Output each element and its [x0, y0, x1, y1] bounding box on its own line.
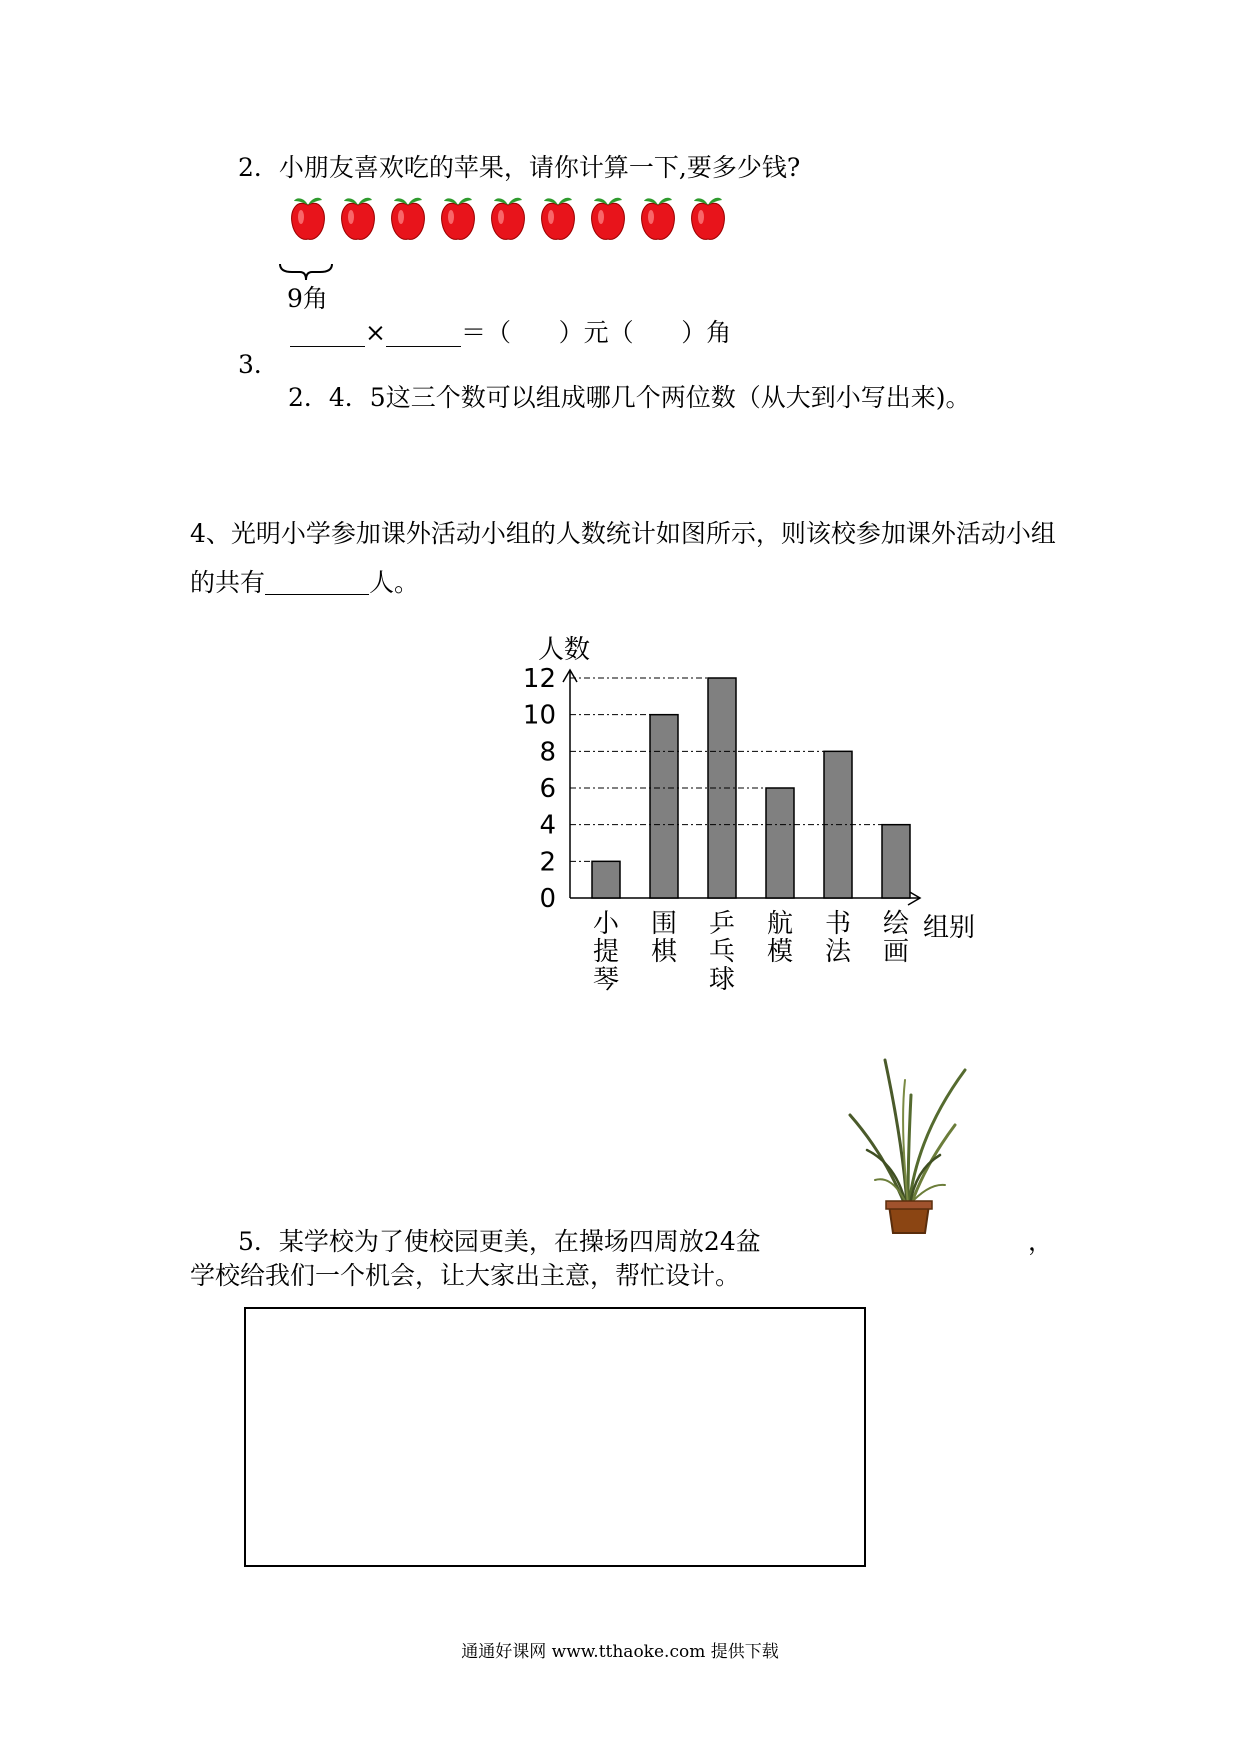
category-label: 乒乓球 [708, 909, 736, 995]
brace-icon [278, 262, 334, 284]
answer-blank [265, 572, 369, 595]
q3-text: 2．4．5这三个数可以组成哪几个两位数（从大到小写出来)。 [288, 383, 971, 412]
apple-icon [292, 198, 325, 240]
apple-shine [698, 210, 704, 224]
apple-icon [492, 198, 525, 240]
apple-shine [348, 210, 354, 224]
apple-shine [498, 210, 504, 224]
apple-body [692, 203, 725, 239]
x-axis-title: 组别 [923, 913, 976, 943]
apple-body [392, 203, 425, 239]
y-tick-label: 12 [522, 664, 556, 694]
category-label: 围棋 [650, 909, 678, 967]
q5-line1-end: ， [1028, 1227, 1054, 1256]
y-tick-label: 2 [539, 847, 556, 878]
apple-icon [542, 198, 575, 240]
category-label: 航模 [766, 909, 794, 967]
apple-body [492, 203, 525, 239]
apple-shine [598, 210, 604, 224]
y-tick-label: 0 [539, 884, 556, 914]
bar [766, 788, 794, 898]
q2-equation: ______×______＝（ ）元（ ）角 [290, 318, 732, 347]
category-label: 小提琴 [592, 909, 620, 995]
answer-drawing-box[interactable] [244, 1307, 866, 1567]
q4-line2-prefix: 的共有 [190, 568, 266, 597]
apple-icon [392, 198, 425, 240]
apple-shine [548, 210, 554, 224]
apple-body [342, 203, 375, 239]
apple-icon [592, 198, 625, 240]
apple-icon [442, 198, 475, 240]
y-axis-title: 人数 [537, 635, 591, 665]
y-tick-label: 4 [539, 810, 556, 841]
footer-credit: 通通好课网 www.tthaoke.com 提供下载 [461, 1642, 779, 1662]
bar [882, 825, 910, 898]
apple-shine [648, 210, 654, 224]
y-tick-label: 10 [522, 700, 556, 731]
apple-body [642, 203, 675, 239]
apple-icon [342, 198, 375, 240]
brace-label: 9角 [287, 284, 328, 313]
q5-line1-start: 5．某学校为了使校园更美，在操场四周放24盆 [238, 1227, 761, 1256]
q3-number: 3． [238, 350, 279, 379]
q5-line2: 学校给我们一个机会，让大家出主意，帮忙设计。 [190, 1261, 741, 1290]
apple-shine [448, 210, 454, 224]
apple-body [442, 203, 475, 239]
q2-title: 2．小朋友喜欢吃的苹果，请你计算一下,要多少钱? [238, 153, 801, 182]
q4-line2-suffix: 人。 [369, 568, 420, 597]
bar-chart [500, 628, 980, 1008]
apple-row [288, 193, 758, 243]
y-tick-label: 8 [539, 737, 556, 768]
apple-body [542, 203, 575, 239]
potted-plant-icon [845, 1055, 975, 1245]
apple-shine [398, 210, 404, 224]
category-label: 书法 [824, 909, 852, 967]
apple-shine [298, 210, 304, 224]
category-label: 绘画 [882, 909, 910, 967]
apple-icon [642, 198, 675, 240]
y-tick-label: 6 [539, 774, 556, 804]
bar [592, 861, 620, 898]
q4-line1: 4、光明小学参加课外活动小组的人数统计如图所示，则该校参加课外活动小组 [190, 519, 1056, 548]
apple-icon [692, 198, 725, 240]
apple-body [592, 203, 625, 239]
apple-body [292, 203, 325, 239]
q4-line2 [190, 570, 419, 595]
bar [650, 715, 678, 898]
